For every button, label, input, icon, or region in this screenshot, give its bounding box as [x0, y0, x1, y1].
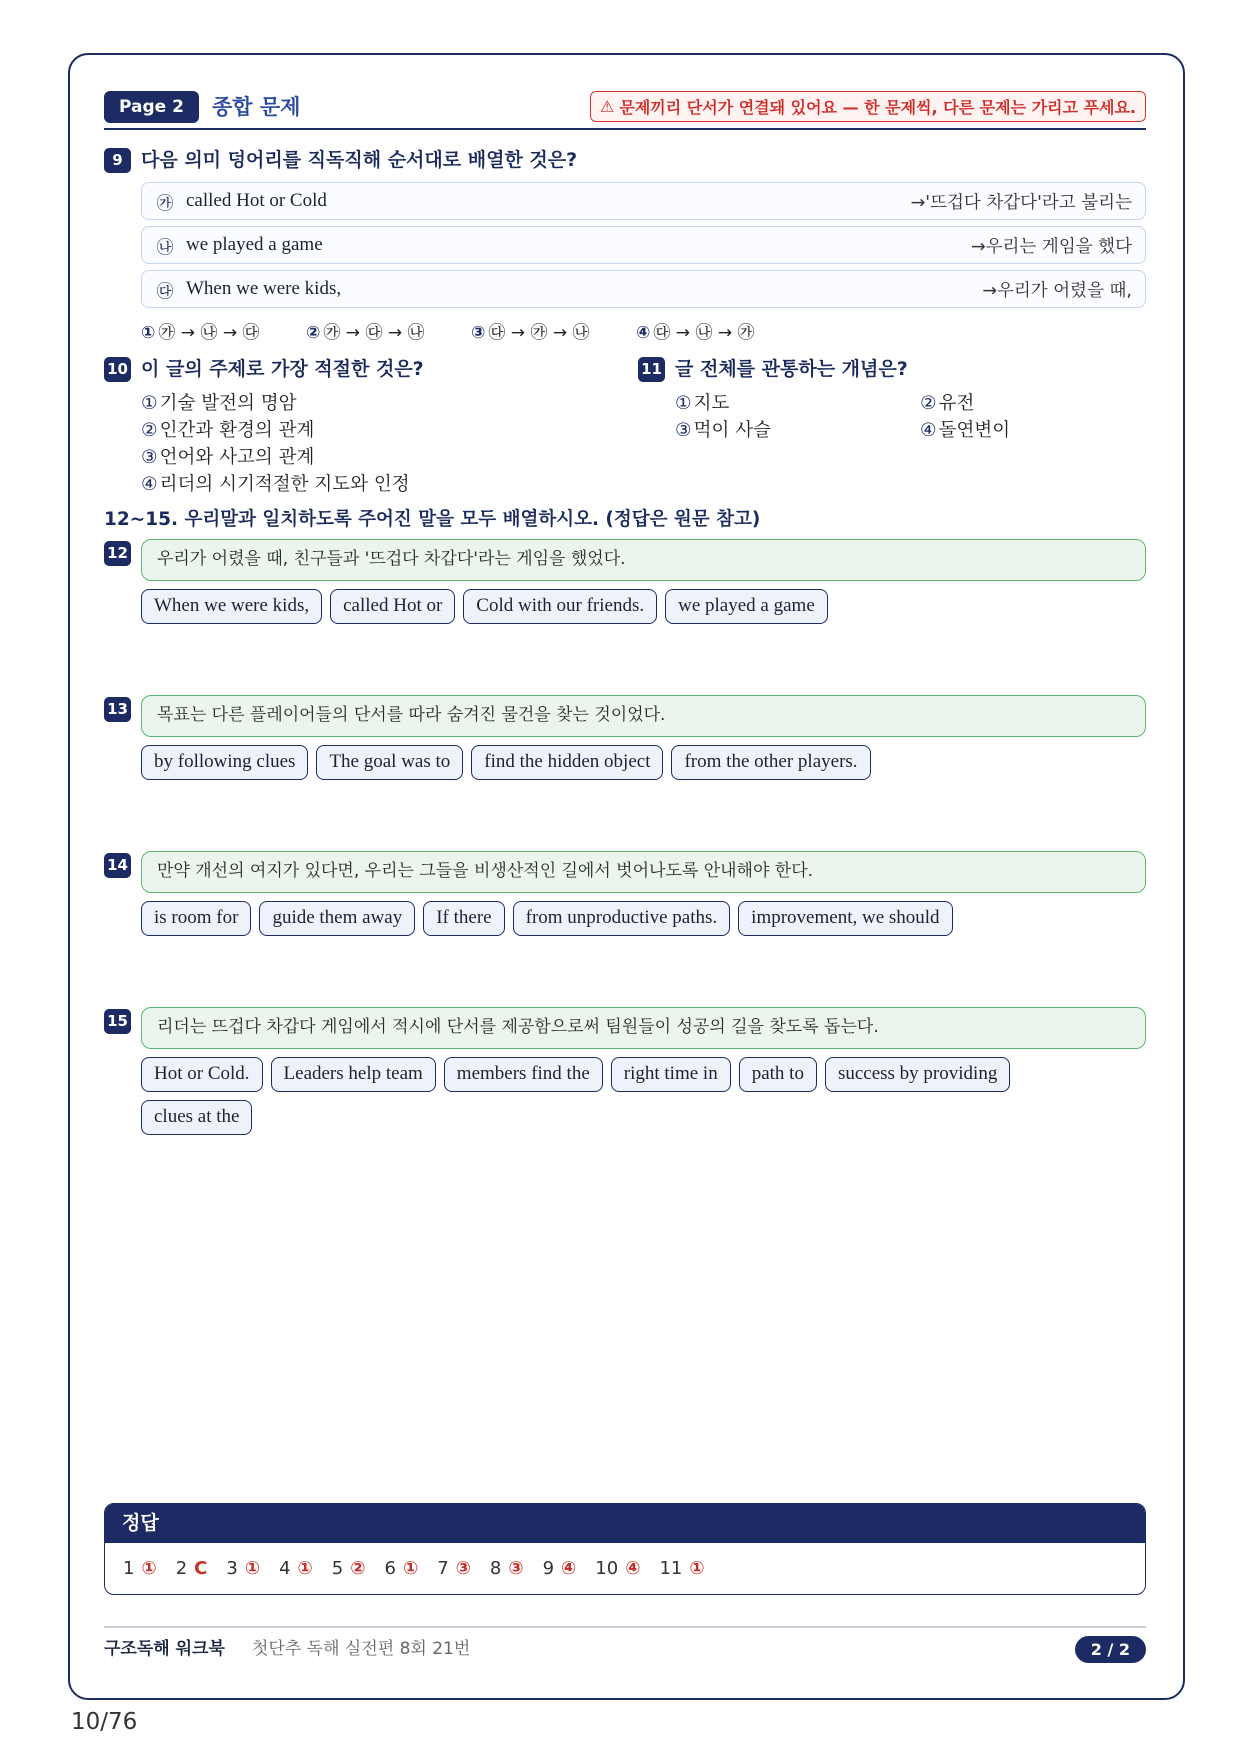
answer-key-list: [105, 1543, 1145, 1594]
option-number: ④: [920, 420, 937, 441]
answer-item: [176, 1558, 208, 1579]
answer-number: 4: [279, 1558, 291, 1579]
answer-item: [332, 1558, 366, 1579]
chunk-mark: ㉮: [156, 193, 174, 214]
answer-number: 10: [595, 1558, 619, 1579]
chunk-mark: ㉯: [156, 237, 174, 258]
question-number-badge: 13: [104, 697, 131, 722]
answer-item: [279, 1558, 313, 1579]
answer-value: ①: [402, 1558, 419, 1579]
answer-choice: [471, 321, 636, 345]
word-chunk: Cold with our friends.: [463, 589, 657, 624]
word-chunk: When we were kids,: [141, 589, 322, 624]
option-text: 기술 발전의 명암: [159, 393, 297, 414]
answer-options: [675, 390, 1165, 444]
answer-options: [141, 390, 410, 498]
answer-option: [920, 417, 1165, 444]
word-chunk-list: [141, 745, 1101, 780]
option-text: 유전: [938, 393, 975, 414]
word-chunk: find the hidden object: [471, 745, 663, 780]
question-number-badge: 10: [104, 357, 131, 382]
word-chunk: we played a game: [665, 589, 828, 624]
answer-item: [659, 1558, 704, 1579]
chunk-english: we played a game: [186, 234, 323, 255]
answer-option: [141, 417, 410, 444]
choice-text: ㉰ → ㉮ → ㉯: [488, 323, 590, 343]
word-chunk-list: [141, 589, 1101, 624]
korean-sentence: 리더는 뜨겁다 차갑다 게임에서 적시에 단서를 제공함으로써 팀원들이 성공의 길을 찾도록 돕는다.: [141, 1007, 1146, 1049]
option-number: ②: [920, 393, 937, 414]
word-chunk: members find the: [444, 1057, 603, 1092]
header-divider: [104, 128, 1146, 130]
answer-item: [543, 1558, 577, 1579]
warning-text: 문제끼리 단서가 연결돼 있어요 — 한 문제씩, 다른 문제는 가리고 푸세요.: [619, 98, 1136, 117]
option-text: 리더의 시기적절한 지도와 인정: [159, 474, 410, 495]
option-text: 인간과 환경의 관계: [159, 420, 315, 441]
word-chunk: success by providing: [825, 1057, 1010, 1092]
arrange-question: [104, 851, 1146, 1001]
word-chunk: from the other players.: [671, 745, 870, 780]
chunk-english: called Hot or Cold: [186, 190, 327, 211]
word-chunk-list: [141, 901, 1101, 936]
answer-number: 5: [331, 1558, 344, 1579]
option-number: ①: [141, 393, 158, 414]
word-chunk: Leaders help team: [271, 1057, 436, 1092]
answer-option: [675, 417, 920, 444]
option-number: ③: [141, 447, 158, 468]
meaning-chunk-row: [141, 182, 1146, 220]
word-chunk: If there: [423, 901, 504, 936]
option-text: 지도: [693, 393, 730, 414]
question-number-badge: 9: [104, 148, 131, 173]
option-number: ①: [675, 393, 692, 414]
word-chunk: by following clues: [141, 745, 308, 780]
option-number: ②: [141, 420, 158, 441]
word-chunk: from unproductive paths.: [513, 901, 731, 936]
footer-page-number: 2 / 2: [1075, 1636, 1146, 1663]
korean-sentence: 우리가 어렸을 때, 친구들과 '뜨겁다 차갑다'라는 게임을 했었다.: [141, 539, 1146, 581]
answer-value: ③: [455, 1558, 471, 1579]
word-chunk: Hot or Cold.: [141, 1057, 263, 1092]
warning-icon: [600, 97, 614, 116]
answer-value: ④: [561, 1558, 577, 1579]
answer-number: 2: [175, 1558, 188, 1579]
option-number: ③: [675, 420, 692, 441]
answer-choice: [306, 321, 471, 345]
section-heading: 12~15. 우리말과 일치하도록 주어진 말을 모두 배열하시오. (정답은 원문 참고): [104, 509, 761, 530]
choice-text: ㉰ → ㉯ → ㉮: [653, 323, 755, 343]
choice-number: ③: [471, 323, 486, 343]
choice-number: ④: [636, 323, 651, 343]
page-label: Page 2: [104, 91, 199, 123]
page-title: 종합 문제: [212, 95, 301, 119]
answer-number: 1: [123, 1558, 135, 1579]
chunk-korean: →우리가 어렸을 때,: [982, 280, 1132, 301]
answer-value: C: [194, 1558, 208, 1579]
word-chunk: is room for: [141, 901, 251, 936]
word-chunk: right time in: [611, 1057, 731, 1092]
meaning-chunk-list: [141, 182, 1146, 310]
word-chunk: improvement, we should: [738, 901, 952, 936]
question-text: 다음 의미 덩어리를 직독직해 순서대로 배열한 것은?: [141, 149, 578, 171]
answer-number: 8: [489, 1558, 502, 1579]
choice-text: ㉮ → ㉰ → ㉯: [323, 323, 425, 343]
word-chunk-list: [141, 1057, 1101, 1135]
word-chunk: path to: [739, 1057, 817, 1092]
question-text: 이 글의 주제로 가장 적절한 것은?: [141, 358, 424, 380]
choice-text: ㉮ → ㉯ → ㉰: [158, 323, 260, 343]
chunk-mark: ㉰: [156, 281, 174, 302]
meaning-chunk-row: [141, 270, 1146, 308]
answer-item: [384, 1558, 418, 1579]
option-text: 돌연변이: [938, 420, 1011, 441]
answer-value: ②: [350, 1558, 366, 1579]
warning-banner: [590, 91, 1146, 122]
question-number-badge: 15: [104, 1009, 131, 1034]
arrange-questions: [104, 539, 1146, 1159]
answer-item: [226, 1558, 260, 1579]
question-number-badge: 11: [638, 357, 665, 382]
answer-choice: [141, 321, 306, 345]
answer-option: [920, 390, 1165, 417]
answer-item: [437, 1558, 471, 1579]
footer-brand: 구조독해 워크북: [104, 1639, 225, 1659]
footer-divider: [104, 1626, 1146, 1628]
choice-number: ①: [141, 323, 156, 343]
answer-value: ①: [141, 1558, 157, 1579]
meaning-chunk-row: [141, 226, 1146, 264]
answer-item: [123, 1558, 157, 1579]
word-chunk: clues at the: [141, 1100, 252, 1135]
answer-option: [141, 390, 410, 417]
answer-number: 3: [226, 1558, 238, 1579]
choice-number: ②: [306, 323, 321, 343]
arrange-question: [104, 1007, 1146, 1157]
page-counter: 10/76: [71, 1709, 138, 1735]
answer-number: 11: [659, 1558, 683, 1579]
chunk-korean: →우리는 게임을 했다: [970, 236, 1132, 257]
answer-choices: [141, 321, 801, 345]
answer-option: [141, 471, 410, 498]
answer-item: [490, 1558, 524, 1579]
answer-number: 7: [437, 1558, 449, 1579]
answer-choice: [636, 321, 801, 345]
chunk-korean: →'뜨겁다 차갑다'라고 불리는: [910, 192, 1132, 213]
arrange-question: [104, 695, 1146, 845]
answer-number: 9: [542, 1558, 555, 1579]
answer-value: ①: [689, 1558, 705, 1579]
korean-sentence: 목표는 다른 플레이어들의 단서를 따라 숨겨진 물건을 찾는 것이었다.: [141, 695, 1146, 737]
word-chunk: The goal was to: [316, 745, 463, 780]
answer-number: 6: [384, 1558, 396, 1579]
answer-item: [595, 1558, 640, 1579]
question-text: 글 전체를 관통하는 개념은?: [675, 358, 908, 380]
arrange-question: [104, 539, 1146, 689]
answer-value: ①: [297, 1558, 313, 1579]
chunk-english: When we were kids,: [186, 278, 342, 299]
option-text: 언어와 사고의 관계: [159, 447, 315, 468]
option-text: 먹이 사슬: [693, 420, 771, 441]
question-number-badge: 14: [104, 853, 131, 878]
answer-value: ③: [508, 1558, 524, 1579]
word-chunk: called Hot or: [330, 589, 455, 624]
answer-key: [104, 1503, 1146, 1595]
option-number: ④: [141, 474, 158, 495]
korean-sentence: 만약 개선의 여지가 있다면, 우리는 그들을 비생산적인 길에서 벗어나도록 안내해야 한다.: [141, 851, 1146, 893]
answer-option: [141, 444, 410, 471]
word-chunk: guide them away: [259, 901, 415, 936]
answer-value: ①: [244, 1558, 261, 1579]
footer-source: 첫단추 독해 실전편 8회 21번: [252, 1639, 471, 1659]
question-number-badge: 12: [104, 541, 131, 566]
answer-value: ④: [625, 1558, 641, 1579]
answer-option: [675, 390, 920, 417]
answer-key-title: 정답: [105, 1504, 1145, 1543]
